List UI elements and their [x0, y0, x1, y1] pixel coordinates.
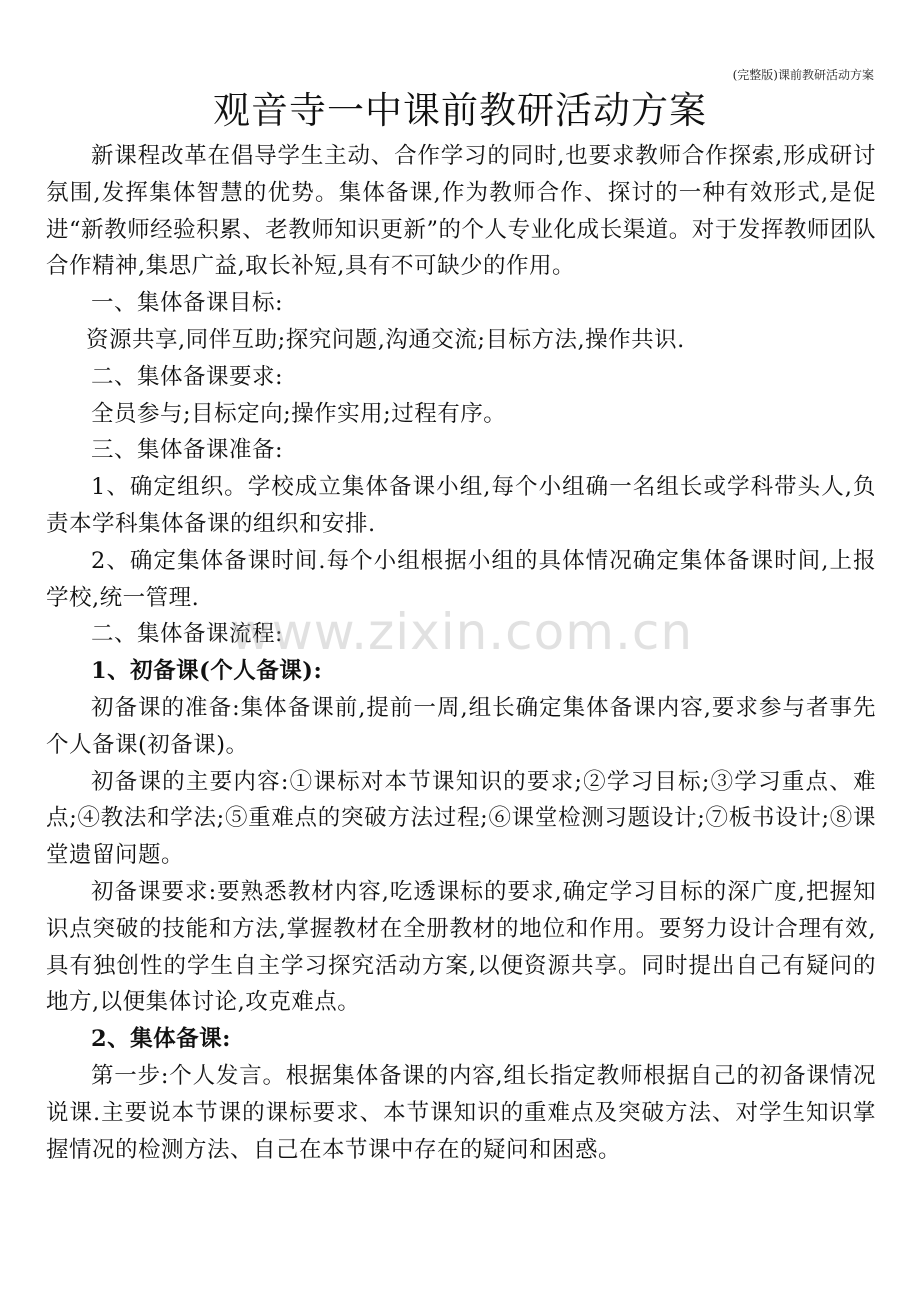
document-body	[46, 138, 876, 1168]
paragraph-initial-requirements: 初备课要求:要熟悉教材内容,吃透课标的要求,确定学习目标的深广度,把握知识点突破的技能和方法,掌握教材在全册教材的地位和作用。要努力设计合理有效,具有独创性的学生自主学习探究活动方案,以便资源共享。同时提出自己有疑问的地方,以便集体讨论,攻克难点。	[46, 878, 876, 1016]
header-note: (完整版)课前教研活动方案	[732, 68, 874, 82]
paragraph-preparation-1: 1、确定组织。学校成立集体备课小组,每个小组确一名组长或学科带头人,负责本学科集体备课的组织和安排.	[46, 474, 876, 537]
section-heading-process: 二、集体备课流程:	[91, 621, 284, 648]
paragraph-initial-prep: 初备课的准备:集体备课前,提前一周,组长确定集体备课内容,要求参与者事先个人备课(初备课)。	[46, 694, 876, 758]
document-title: 观音寺一中课前教研活动方案	[213, 89, 707, 132]
paragraph-intro: 新课程改革在倡导学生主动、合作学习的同时,也要求教师合作探索,形成研讨氛围,发挥集体智慧的优势。集体备课,作为教师合作、探讨的一种有效形式,是促进“新教师经验积累、老教师知识更新”的个人专业化成长渠道。对于发挥教师团队合作精神,集思广益,取长补短,具有不可缺少的作用。	[46, 143, 876, 280]
subheading-initial-prep: 1、初备课(个人备课):	[91, 658, 323, 685]
paragraph-requirements: 全员参与;目标定向;操作实用;过程有序。	[91, 400, 507, 427]
paragraph-preparation-2: 2、确定集体备课时间.每个小组根据小组的具体情况确定集体备课时间,上报学校,统一管理.	[46, 547, 876, 611]
paragraph-goals: 资源共享,同伴互助;探究问题,沟通交流;目标方法,操作共识.	[86, 326, 685, 353]
section-heading-goals: 一、集体备课目标:	[91, 290, 284, 317]
watermark: www.zixin.com.cn	[230, 603, 694, 661]
paragraph-step-one: 第一步:个人发言。根据集体备课的内容,组长指定教师根据自己的初备课情况说课.主要说本节课的课标要求、本节课知识的重难点及突破方法、对学生知识掌握情况的检测方法、自己在本节课中存在的疑问和困惑。	[46, 1062, 876, 1163]
section-heading-requirements: 二、集体备课要求:	[91, 363, 284, 390]
section-heading-preparation: 三、集体备课准备:	[91, 437, 284, 464]
subheading-collective-prep: 2、集体备课:	[91, 1026, 231, 1053]
paragraph-initial-content: 初备课的主要内容:①课标对本节课知识的要求;②学习目标;③学习重点、难点;④教法和学法;⑤重难点的突破方法过程;⑥课堂检测习题设计;⑦板书设计;⑧课堂遗留问题。	[46, 768, 876, 869]
